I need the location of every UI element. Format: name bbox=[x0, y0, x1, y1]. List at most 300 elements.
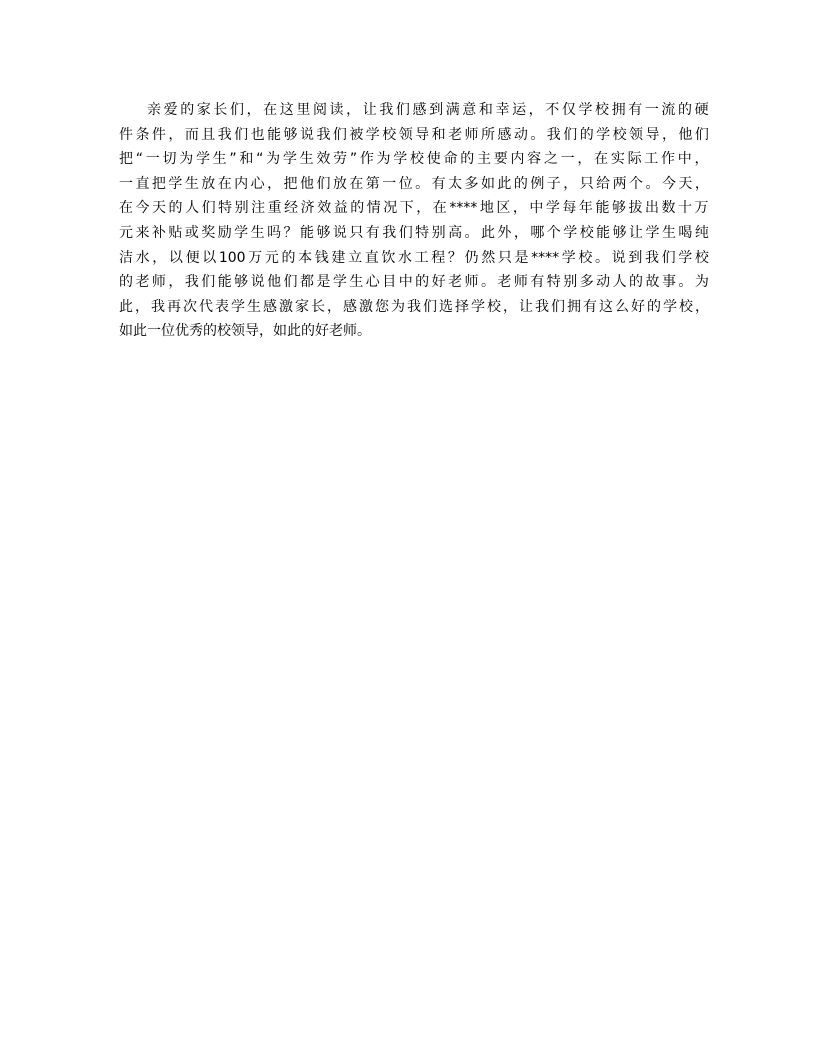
text-glyph: 放 bbox=[201, 175, 216, 192]
text-glyph: 。 bbox=[415, 175, 430, 192]
text-glyph: 贴 bbox=[168, 224, 183, 241]
paragraph-line bbox=[119, 172, 709, 197]
text-glyph: 能 bbox=[267, 126, 282, 143]
text-glyph: 此 bbox=[480, 224, 495, 241]
text-glyph: 流 bbox=[661, 102, 676, 118]
text-glyph: 生 bbox=[349, 274, 364, 291]
text-glyph: 直 bbox=[364, 249, 379, 266]
text-glyph: 一 bbox=[382, 175, 397, 192]
text-glyph: 要 bbox=[493, 151, 508, 168]
text-glyph: ， bbox=[513, 224, 528, 241]
text-glyph: 外 bbox=[497, 224, 512, 241]
text-glyph: ， bbox=[528, 102, 543, 118]
text-glyph: ， bbox=[694, 151, 709, 168]
text-glyph: 们 bbox=[395, 102, 410, 118]
text-glyph: 学 bbox=[678, 249, 693, 266]
text-glyph: 一 bbox=[119, 175, 133, 192]
text-glyph: 中 bbox=[529, 200, 544, 217]
text-glyph: 仍 bbox=[464, 249, 479, 266]
text-glyph: “ bbox=[256, 151, 264, 168]
text-glyph: 效 bbox=[316, 151, 331, 168]
text-glyph: ， bbox=[152, 249, 167, 266]
text-glyph: 激 bbox=[279, 298, 293, 315]
text-glyph: 够 bbox=[316, 224, 331, 241]
text-glyph: 说 bbox=[299, 126, 314, 143]
text-glyph: 生 bbox=[247, 298, 261, 315]
text-glyph: 内 bbox=[510, 151, 525, 168]
text-glyph: ， bbox=[246, 102, 261, 118]
text-glyph: 在 bbox=[594, 151, 609, 168]
text-glyph: 好 bbox=[631, 298, 645, 315]
text-glyph: ， bbox=[563, 175, 578, 192]
text-glyph: 使 bbox=[426, 151, 441, 168]
text-glyph: 。 bbox=[480, 274, 495, 291]
text-glyph: 例 bbox=[530, 175, 545, 192]
text-glyph: ， bbox=[503, 298, 517, 315]
text-glyph: 之 bbox=[543, 151, 558, 168]
text-glyph: 人 bbox=[185, 200, 200, 217]
text-glyph: 劳 bbox=[333, 151, 348, 168]
text-glyph: 让 bbox=[629, 224, 644, 241]
text-glyph: 我 bbox=[535, 298, 549, 315]
text-glyph: 我 bbox=[184, 274, 199, 291]
text-glyph: 元 bbox=[264, 249, 279, 266]
text-glyph: 激 bbox=[359, 298, 373, 315]
text-glyph: 们 bbox=[661, 249, 676, 266]
text-glyph: 特 bbox=[546, 274, 561, 291]
text-glyph: 出 bbox=[644, 200, 659, 217]
text-glyph: 亲 bbox=[147, 102, 161, 118]
text-glyph: 的 bbox=[119, 274, 133, 291]
text-glyph: 学 bbox=[195, 151, 210, 168]
text-glyph: 别 bbox=[431, 224, 446, 241]
text-glyph: 有 bbox=[628, 102, 643, 118]
text-glyph: 校 bbox=[612, 126, 627, 143]
text-glyph: ， bbox=[327, 298, 341, 315]
text-glyph: 钱 bbox=[314, 249, 329, 266]
text-glyph: 这 bbox=[279, 102, 294, 118]
text-glyph: 励 bbox=[217, 224, 232, 241]
text-glyph: 生 bbox=[661, 224, 676, 241]
text-glyph: 这 bbox=[599, 298, 613, 315]
text-glyph: 他 bbox=[267, 274, 282, 291]
text-glyph: 的 bbox=[513, 175, 528, 192]
text-glyph: 够 bbox=[612, 224, 627, 241]
text-glyph: 水 bbox=[397, 249, 412, 266]
text-glyph: 读 bbox=[329, 102, 344, 118]
text-glyph: 说 bbox=[332, 224, 347, 241]
text-glyph: 够 bbox=[234, 274, 249, 291]
text-glyph: 学 bbox=[365, 126, 380, 143]
text-glyph: 为 bbox=[391, 298, 405, 315]
text-glyph: ， bbox=[168, 274, 183, 291]
text-glyph: 第 bbox=[365, 175, 380, 192]
text-glyph: 今 bbox=[135, 200, 150, 217]
text-glyph: 生 bbox=[184, 175, 199, 192]
paragraph-line bbox=[119, 123, 709, 148]
text-glyph: 长 bbox=[311, 298, 325, 315]
text-glyph: 多 bbox=[579, 274, 594, 291]
text-glyph: 益 bbox=[333, 200, 348, 217]
text-glyph: 校 bbox=[382, 126, 397, 143]
text-glyph: ？ bbox=[283, 224, 298, 241]
text-glyph: 师 bbox=[151, 274, 166, 291]
text-glyph: 只 bbox=[349, 224, 364, 241]
text-glyph: 次 bbox=[183, 298, 197, 315]
paragraph-line bbox=[119, 270, 709, 295]
body-paragraph bbox=[119, 98, 709, 344]
text-glyph: 喝 bbox=[678, 224, 693, 241]
text-glyph: 校 bbox=[679, 298, 693, 315]
text-glyph: ， bbox=[416, 200, 431, 217]
text-glyph: 件 bbox=[151, 126, 166, 143]
text-glyph: 我 bbox=[407, 298, 421, 315]
text-glyph: 我 bbox=[316, 126, 331, 143]
text-glyph: 在 bbox=[263, 102, 278, 118]
text-glyph: 家 bbox=[196, 102, 211, 118]
text-glyph: 我 bbox=[151, 298, 165, 315]
text-glyph: 工 bbox=[414, 249, 429, 266]
text-glyph: 区 bbox=[496, 200, 511, 217]
text-glyph: 故 bbox=[645, 274, 660, 291]
text-glyph: 程 bbox=[431, 249, 446, 266]
text-glyph: 每 bbox=[562, 200, 577, 217]
text-glyph: 今 bbox=[661, 175, 676, 192]
text-glyph: 说 bbox=[250, 274, 265, 291]
paragraph-line: 如此一位优秀的校领导，如此的好老师。 bbox=[119, 323, 371, 340]
text-glyph: 心 bbox=[365, 274, 380, 291]
paragraph-line bbox=[119, 295, 709, 320]
text-glyph: 到 bbox=[429, 102, 444, 118]
text-glyph: 际 bbox=[627, 151, 642, 168]
text-glyph: 们 bbox=[694, 126, 709, 143]
text-glyph: 心 bbox=[250, 175, 265, 192]
text-glyph: 学 bbox=[596, 126, 611, 143]
text-glyph: 爱 bbox=[163, 102, 178, 118]
text-glyph: 让 bbox=[519, 298, 533, 315]
text-glyph: 奖 bbox=[201, 224, 216, 241]
text-glyph: 饮 bbox=[381, 249, 396, 266]
text-glyph: 的 bbox=[415, 274, 430, 291]
text-glyph: 学 bbox=[545, 200, 560, 217]
text-glyph: 以 bbox=[202, 249, 217, 266]
text-glyph: 为 bbox=[266, 151, 281, 168]
text-glyph: 。 bbox=[678, 274, 693, 291]
text-glyph: 师 bbox=[464, 126, 479, 143]
text-glyph: 万 bbox=[248, 249, 263, 266]
text-glyph: 学 bbox=[645, 224, 660, 241]
text-glyph: 目 bbox=[382, 274, 397, 291]
text-glyph: “ bbox=[135, 151, 143, 168]
text-glyph: 学 bbox=[168, 175, 183, 192]
text-glyph: 特 bbox=[218, 200, 233, 217]
text-glyph: 老 bbox=[448, 126, 463, 143]
text-glyph: 有 bbox=[431, 175, 446, 192]
text-glyph: 拥 bbox=[567, 298, 581, 315]
text-glyph: 只 bbox=[579, 175, 594, 192]
text-glyph: 工 bbox=[644, 151, 659, 168]
text-glyph: 或 bbox=[184, 224, 199, 241]
text-glyph: 的 bbox=[647, 298, 661, 315]
text-glyph: 代 bbox=[199, 298, 213, 315]
text-glyph: 好 bbox=[431, 274, 446, 291]
text-glyph: 们 bbox=[229, 102, 244, 118]
text-glyph: ， bbox=[168, 126, 183, 143]
text-glyph: 学 bbox=[578, 102, 593, 118]
text-glyph: 学 bbox=[332, 274, 347, 291]
text-glyph: 情 bbox=[366, 200, 381, 217]
text-glyph: 和 bbox=[239, 151, 254, 168]
text-glyph: 为 bbox=[694, 274, 709, 291]
text-glyph: 的 bbox=[168, 200, 183, 217]
text-glyph: 此 bbox=[119, 298, 133, 315]
text-glyph: 子 bbox=[546, 175, 561, 192]
text-glyph: 在 bbox=[217, 175, 232, 192]
text-glyph: 下 bbox=[399, 200, 414, 217]
text-glyph: 有 bbox=[530, 274, 545, 291]
text-glyph: 切 bbox=[162, 151, 177, 168]
text-glyph: **** bbox=[449, 200, 478, 217]
text-glyph: 命 bbox=[443, 151, 458, 168]
text-glyph: 我 bbox=[379, 102, 394, 118]
text-glyph: 。 bbox=[595, 249, 610, 266]
text-glyph: 领 bbox=[629, 126, 644, 143]
text-glyph: 有 bbox=[365, 224, 380, 241]
text-glyph: 立 bbox=[348, 249, 363, 266]
text-glyph: 只 bbox=[497, 249, 512, 266]
text-glyph: 老 bbox=[135, 274, 150, 291]
text-glyph: 是 bbox=[514, 249, 529, 266]
text-glyph: 够 bbox=[611, 200, 626, 217]
text-glyph: 们 bbox=[234, 126, 249, 143]
text-glyph: 建 bbox=[331, 249, 346, 266]
text-glyph: 特 bbox=[415, 224, 430, 241]
text-glyph: 学 bbox=[663, 298, 677, 315]
text-glyph: 校 bbox=[694, 249, 709, 266]
text-glyph: 领 bbox=[398, 126, 413, 143]
text-glyph: 多 bbox=[464, 175, 479, 192]
text-glyph: 学 bbox=[563, 224, 578, 241]
text-glyph: ， bbox=[267, 175, 282, 192]
text-glyph: 感 bbox=[343, 298, 357, 315]
text-glyph: 能 bbox=[596, 224, 611, 241]
text-glyph: 。 bbox=[645, 175, 660, 192]
text-glyph: 长 bbox=[213, 102, 228, 118]
text-glyph: 的 bbox=[460, 151, 475, 168]
text-glyph: **** bbox=[531, 249, 560, 266]
text-glyph: 为 bbox=[179, 151, 194, 168]
text-glyph: 一 bbox=[644, 102, 659, 118]
text-glyph: 在 bbox=[432, 200, 447, 217]
text-glyph: 意 bbox=[462, 102, 477, 118]
text-glyph: 仅 bbox=[561, 102, 576, 118]
text-glyph: 学 bbox=[231, 298, 245, 315]
paragraph-line bbox=[119, 147, 709, 172]
text-glyph: 拥 bbox=[611, 102, 626, 118]
text-glyph: 生 bbox=[299, 151, 314, 168]
text-glyph: 中 bbox=[677, 151, 692, 168]
text-glyph: 们 bbox=[398, 224, 413, 241]
text-glyph: 阅 bbox=[312, 102, 327, 118]
text-glyph: 再 bbox=[167, 298, 181, 315]
text-glyph: 且 bbox=[201, 126, 216, 143]
text-glyph: 作 bbox=[359, 151, 374, 168]
text-glyph: 别 bbox=[234, 200, 249, 217]
text-glyph: 数 bbox=[661, 200, 676, 217]
text-glyph: 感 bbox=[412, 102, 427, 118]
text-glyph: 学 bbox=[471, 298, 485, 315]
text-glyph: 以 bbox=[168, 249, 183, 266]
text-glyph: 的 bbox=[678, 102, 692, 118]
text-glyph: 都 bbox=[299, 274, 314, 291]
text-glyph: 经 bbox=[284, 200, 299, 217]
text-glyph: 直 bbox=[135, 175, 150, 192]
text-glyph: 您 bbox=[375, 298, 389, 315]
text-glyph: 重 bbox=[267, 200, 282, 217]
text-glyph: 校 bbox=[410, 151, 425, 168]
text-glyph: 们 bbox=[332, 126, 347, 143]
text-glyph: 是 bbox=[316, 274, 331, 291]
text-glyph: 人 bbox=[612, 274, 627, 291]
text-glyph: 况 bbox=[383, 200, 398, 217]
text-glyph: 天 bbox=[152, 200, 167, 217]
text-glyph: 导 bbox=[415, 126, 430, 143]
text-glyph: 两 bbox=[612, 175, 627, 192]
text-glyph: 注 bbox=[251, 200, 266, 217]
text-glyph: 为 bbox=[376, 151, 391, 168]
text-glyph: 吗 bbox=[267, 224, 282, 241]
text-glyph: 便 bbox=[185, 249, 200, 266]
text-glyph: 中 bbox=[398, 274, 413, 291]
text-glyph: 感 bbox=[497, 126, 512, 143]
text-glyph: 别 bbox=[563, 274, 578, 291]
text-glyph: 让 bbox=[362, 102, 377, 118]
text-glyph: 一 bbox=[560, 151, 575, 168]
text-glyph: 作 bbox=[661, 151, 676, 168]
text-glyph: 们 bbox=[201, 200, 216, 217]
text-glyph: 学 bbox=[561, 249, 576, 266]
text-glyph: 一 bbox=[145, 151, 160, 168]
text-glyph: 100 bbox=[218, 249, 246, 266]
text-glyph: 把 bbox=[283, 175, 298, 192]
text-glyph: 把 bbox=[151, 175, 166, 192]
text-glyph: ， bbox=[512, 200, 527, 217]
text-glyph: 水 bbox=[135, 249, 150, 266]
text-glyph: 地 bbox=[479, 200, 494, 217]
text-glyph: 他 bbox=[299, 175, 314, 192]
paragraph-line bbox=[119, 221, 709, 246]
text-glyph: 的 bbox=[281, 249, 296, 266]
text-glyph: 内 bbox=[234, 175, 249, 192]
text-glyph: 到 bbox=[628, 249, 643, 266]
text-glyph: 在 bbox=[119, 200, 133, 217]
text-glyph: 校 bbox=[595, 102, 610, 118]
text-glyph: 把 bbox=[119, 151, 133, 168]
text-glyph: 表 bbox=[215, 298, 229, 315]
text-glyph: ” bbox=[229, 151, 237, 168]
text-glyph: 个 bbox=[546, 224, 561, 241]
text-glyph: 有 bbox=[583, 298, 597, 315]
text-glyph: 的 bbox=[180, 102, 195, 118]
text-glyph: 能 bbox=[217, 274, 232, 291]
text-glyph: 不 bbox=[545, 102, 560, 118]
text-glyph: 给 bbox=[596, 175, 611, 192]
text-glyph: 导 bbox=[645, 126, 660, 143]
text-glyph: 和 bbox=[431, 126, 446, 143]
text-glyph: 学 bbox=[393, 151, 408, 168]
paragraph-line bbox=[119, 246, 709, 271]
text-glyph: 我 bbox=[644, 249, 659, 266]
text-glyph: 们 bbox=[551, 298, 565, 315]
text-glyph: 他 bbox=[678, 126, 693, 143]
text-glyph: 硬 bbox=[694, 102, 709, 118]
text-glyph: 们 bbox=[283, 274, 298, 291]
text-glyph: 年 bbox=[578, 200, 593, 217]
text-glyph: 感 bbox=[263, 298, 277, 315]
text-glyph: 哪 bbox=[530, 224, 545, 241]
text-glyph: 学 bbox=[282, 151, 297, 168]
text-glyph: 满 bbox=[445, 102, 460, 118]
text-glyph: 我 bbox=[382, 224, 397, 241]
text-glyph: 和 bbox=[478, 102, 493, 118]
text-glyph: 校 bbox=[579, 224, 594, 241]
paragraph-line bbox=[119, 98, 709, 123]
text-glyph: 们 bbox=[316, 175, 331, 192]
text-glyph: 的 bbox=[350, 200, 365, 217]
text-glyph: 放 bbox=[332, 175, 347, 192]
text-glyph: 然 bbox=[481, 249, 496, 266]
text-glyph: 。 bbox=[530, 126, 545, 143]
text-glyph: 的 bbox=[629, 274, 644, 291]
text-glyph: 在 bbox=[349, 175, 364, 192]
text-glyph: ， bbox=[661, 126, 676, 143]
text-glyph: 能 bbox=[299, 224, 314, 241]
text-glyph: 容 bbox=[527, 151, 542, 168]
text-glyph: 条 bbox=[135, 126, 150, 143]
text-glyph: 也 bbox=[250, 126, 265, 143]
text-glyph: 事 bbox=[661, 274, 676, 291]
text-glyph: 我 bbox=[217, 126, 232, 143]
text-glyph: 高 bbox=[448, 224, 463, 241]
text-glyph: 们 bbox=[563, 126, 578, 143]
text-glyph: ， bbox=[135, 298, 149, 315]
text-glyph: 效 bbox=[317, 200, 332, 217]
text-glyph: ， bbox=[694, 175, 709, 192]
text-glyph: 运 bbox=[512, 102, 527, 118]
text-glyph: 校 bbox=[578, 249, 593, 266]
text-glyph: ， bbox=[695, 298, 709, 315]
text-glyph: 选 bbox=[439, 298, 453, 315]
text-glyph: 学 bbox=[234, 224, 249, 241]
text-glyph: 老 bbox=[448, 274, 463, 291]
text-glyph: 拔 bbox=[628, 200, 643, 217]
text-glyph: 老 bbox=[497, 274, 512, 291]
text-glyph: 被 bbox=[349, 126, 364, 143]
text-glyph: 幸 bbox=[495, 102, 510, 118]
text-glyph: 实 bbox=[610, 151, 625, 168]
text-glyph: 师 bbox=[464, 274, 479, 291]
text-glyph: 件 bbox=[119, 126, 133, 143]
text-glyph: 动 bbox=[513, 126, 528, 143]
text-glyph: 如 bbox=[480, 175, 495, 192]
text-glyph: 太 bbox=[448, 175, 463, 192]
text-glyph: 来 bbox=[135, 224, 150, 241]
text-glyph: 十 bbox=[678, 200, 693, 217]
text-glyph: 生 bbox=[212, 151, 227, 168]
text-glyph: 万 bbox=[694, 200, 709, 217]
text-glyph: 主 bbox=[476, 151, 491, 168]
text-glyph: 们 bbox=[423, 298, 437, 315]
